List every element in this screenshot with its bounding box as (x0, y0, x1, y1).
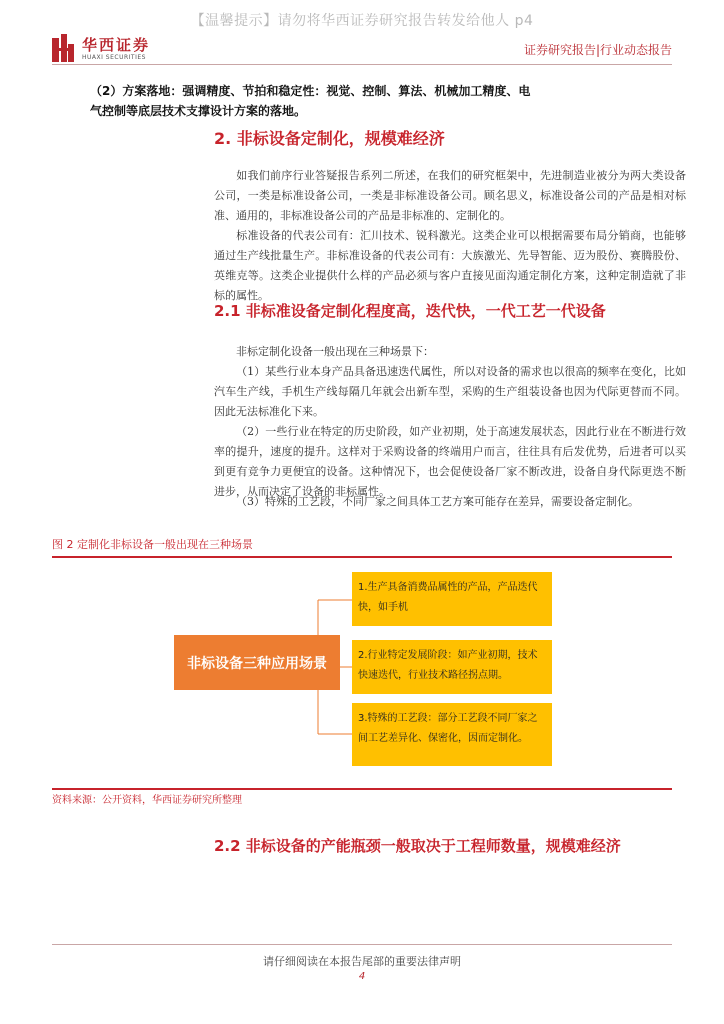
intro-line-1: （2）方案落地：强调精度、节拍和稳定性：视觉、控制、算法、机械加工精度、电 (90, 84, 531, 98)
figure-title: 图 2 定制化非标设备一般出现在三种场景 (52, 538, 253, 551)
section-2-1-title: 2.1 非标准设备定制化程度高，迭代快，一代工艺一代设备 (214, 302, 606, 320)
diagram-center-node: 非标设备三种应用场景 (174, 635, 340, 690)
figure-bottom-rule (52, 788, 672, 790)
section-2-2-title: 2.2 非标设备的产能瓶颈一般取决于工程师数量，规模难经济 (214, 837, 621, 855)
paragraph-4-text: （1）某些行业本身产品具备迅速迭代属性，所以对设备的需求也以很高的频率在变化，比如汽车生产线，手机生产线每隔几年就会出新车型，采购的生产组装设备也因为代际更替而不同。因此无法标准化下来。 (214, 365, 686, 418)
logo-text-en: HUAXI SECURITIES (82, 54, 146, 61)
paragraph-2-text: 标准设备的代表公司有：汇川技术、锐科激光。这类企业可以根据需要布局分销商，也能够通过生产线批量生产。非标准设备的代表公司有：大族激光、先导智能、迈为股份、赛腾股份、英维克等。这类企业提供什么样的产品必须与客户直接见面沟通定制化方案，这种定制造就了非标的属性。 (214, 229, 686, 302)
scenario-box-3: 3.特殊的工艺段：部分工艺段不同厂家之间工艺差异化、保密化，因而定制化。 (352, 703, 552, 766)
logo-text-cn: 华西证券 (82, 36, 151, 54)
scenario-box-2: 2.行业特定发展阶段：如产业初期，技术快速迭代，行业技术路径拐点期。 (352, 640, 552, 694)
paragraph-1-text: 如我们前序行业答疑报告系列二所述，在我们的研究框架中，先进制造业被分为两大类设备公司，一类是标准设备公司，一类是非标准设备公司。顾名思义，标准设备公司的产品是相对标准、通用的，非标准设备公司的产品是非标准的、定制化的。 (214, 169, 686, 222)
report-type: 证券研究报告|行业动态报告 (523, 43, 672, 57)
section-2-title: 2. 非标设备定制化，规模难经济 (214, 129, 445, 148)
scenario-box-1: 1.生产具备消费品属性的产品，产品迭代快，如手机 (352, 572, 552, 626)
legal-notice: 请仔细阅读在本报告尾部的重要法律声明 (263, 955, 461, 968)
figure-source: 资料来源：公开资料，华西证券研究所整理 (52, 795, 242, 806)
page-number: 4 (358, 971, 366, 982)
intro-line-2: 气控制等底层技术支撑设计方案的落地。 (90, 104, 307, 118)
paragraph-3-text: 非标定制化设备一般出现在三种场景下： (236, 345, 434, 358)
paragraph-6-text: （3）特殊的工艺段，不同厂家之间具体工艺方案可能存在差异，需要设备定制化。 (236, 495, 639, 508)
footer-divider (52, 944, 672, 945)
watermark: 【温馨提示】请勿将华西证券研究报告转发给他人 p4 (190, 13, 534, 29)
paragraph-5-text: （2）一些行业在特定的历史阶段，如产业初期，处于高速发展状态，因此行业在不断进行效率的提升，速度的提升。这样对于采购设备的终端用户而言，往往具有后发优势，后进者可以买到更有竞争力更便宜的设备。这种情况下，也会促使设备厂家不断改进，设备自身代际更迭不断进步，从而决定了设备的非标属性。 (214, 425, 686, 498)
